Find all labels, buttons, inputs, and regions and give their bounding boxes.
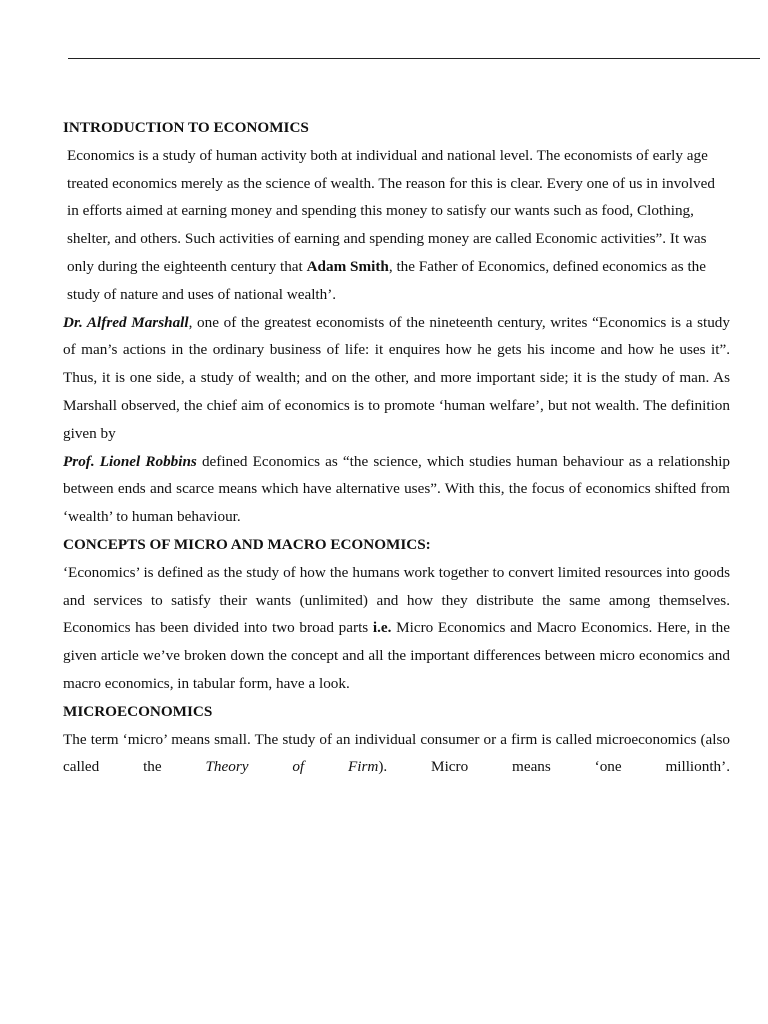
ie-abbreviation: i.e. <box>372 619 392 637</box>
theory-of-firm-term: Theory of Firm <box>205 758 379 776</box>
alfred-marshall-name: Dr. Alfred Marshall <box>63 313 189 331</box>
intro-paragraph-1 <box>63 142 730 309</box>
intro-paragraph-2 <box>63 309 730 448</box>
concepts-paragraph-1 <box>63 559 730 698</box>
intro-p1-text-a: Economics is a study of human activity both at individual and national level. The economists of early age treated economics merely as the science of wealth. The reason for this is clear. Every one of us in involved in efforts aimed at earning money and spending this money to satisfy our wants such as food, Clothing, shelter, and others. Such activities of earning and spending money are called Economic activities”. It was only during the eighteenth century that <box>67 146 715 275</box>
heading-concepts: CONCEPTS OF MICRO AND MACRO ECONOMICS: <box>63 535 431 553</box>
micro-p1-text-b: ). Micro means ‘one millionth’. <box>378 758 731 776</box>
document-body <box>63 114 730 781</box>
concepts-p1-text-a: ‘Economics’ is defined as the study of how the humans work together to convert limited resources into goods and services to satisfy their wants (unlimited) and how they distribute the same among themselves. Economics has been divided into two broad parts <box>63 563 730 637</box>
heading-microeconomics: MICROECONOMICS <box>63 702 213 720</box>
micro-paragraph-1 <box>63 726 730 782</box>
intro-paragraph-3 <box>63 448 730 531</box>
micro-p1-text-a: The term ‘micro’ means small. The study of an individual consumer or a firm is called microeconomics (also called the <box>63 730 730 776</box>
intro-p2-text: , one of the greatest economists of the nineteenth century, writes “Economics is a study of man’s actions in the ordinary business of life: it enquires how he gets his income and how he uses it”. Thus, it is one side, a study of wealth; and on the other, and more important side; it is the study of man. As Marshall observed, the chief aim of economics is to promote ‘human welfare’, but not wealth. The definition given by <box>63 313 730 442</box>
intro-p3-text: defined Economics as “the science, which studies human behaviour as a relationship between ends and scarce means which have alternative uses”. With this, the focus of economics shifted from ‘wealth’ to human behaviour. <box>63 452 731 526</box>
lionel-robbins-name: Prof. Lionel Robbins <box>63 452 197 470</box>
heading-introduction: INTRODUCTION TO ECONOMICS <box>63 119 309 136</box>
adam-smith-name: Adam Smith <box>306 257 389 275</box>
header-rule <box>68 58 760 59</box>
intro-p1-text-b: , the Father of Economics, defined economics as the study of nature and uses of national wealth’. <box>67 257 706 303</box>
concepts-p1-text-b: Micro Economics and Macro Economics. Here, in the given article we’ve broken down the concept and all the important differences between micro economics and macro economics, in tabular form, have a look. <box>63 619 730 692</box>
